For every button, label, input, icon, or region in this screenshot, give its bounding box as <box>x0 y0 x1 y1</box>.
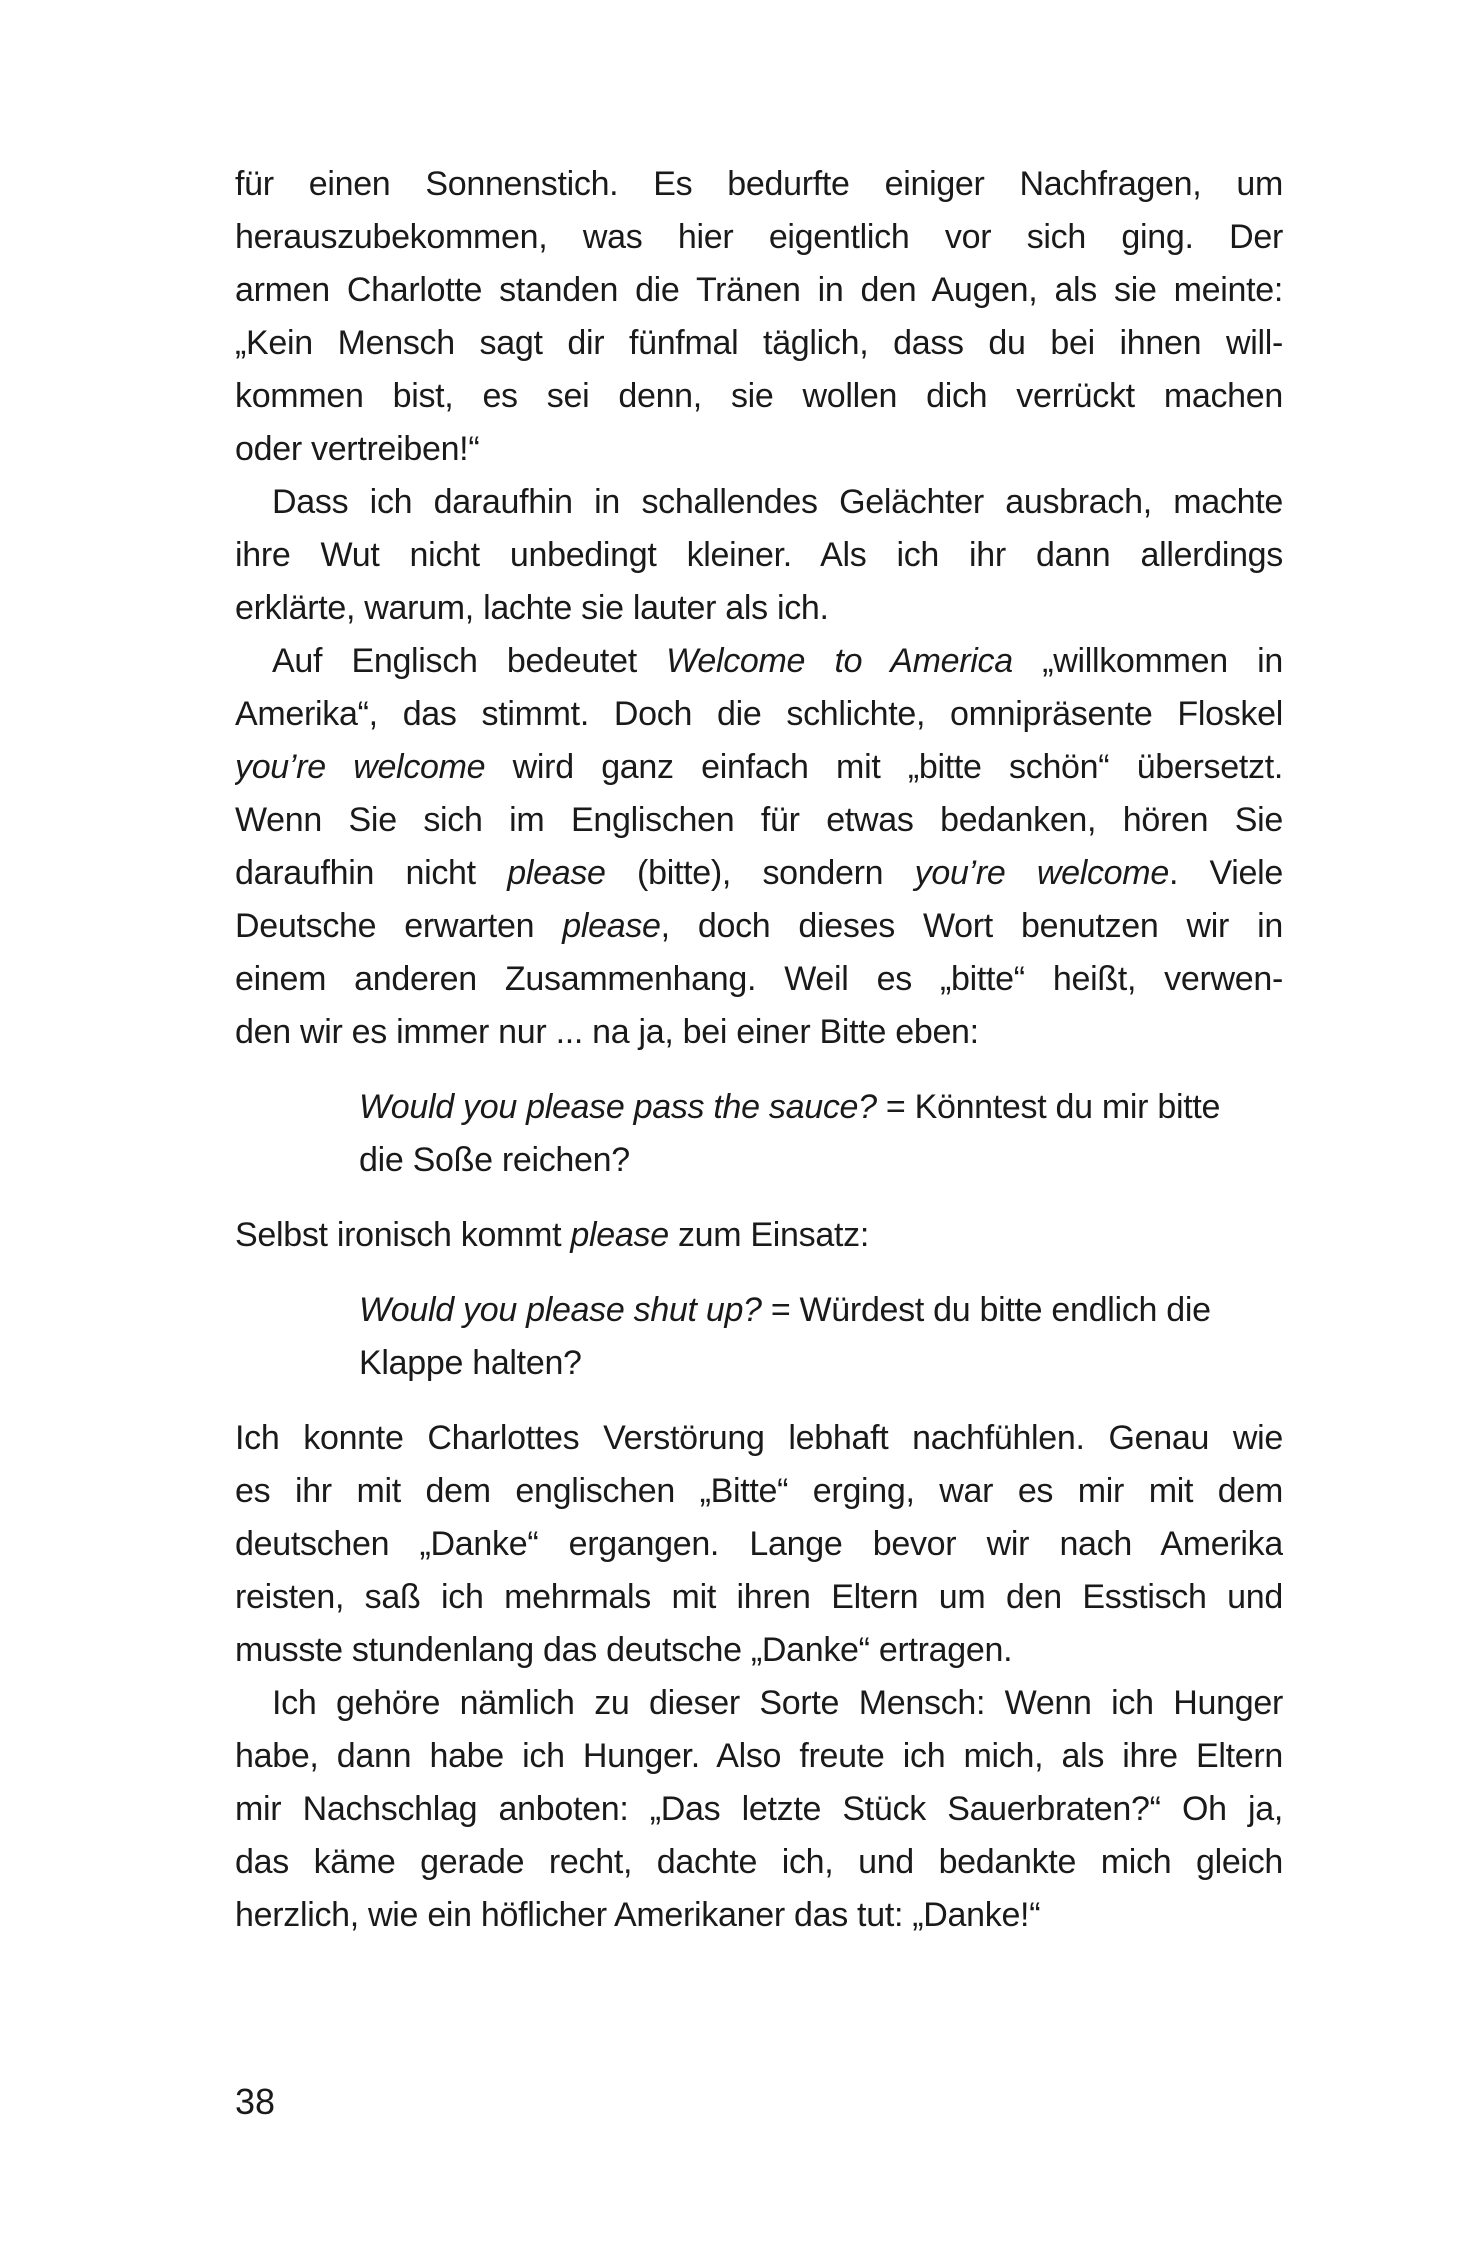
italic-text: please <box>507 854 606 892</box>
paragraph <box>235 1412 1283 1677</box>
text-line <box>235 1465 1283 1518</box>
text-segment: wird ganz einfach mit „bitte schön“ übersetzt. <box>485 748 1283 786</box>
text-line <box>235 582 1283 635</box>
text-line <box>235 1783 1283 1836</box>
italic-text: Would you please pass the sauce? <box>359 1088 877 1126</box>
text-line <box>359 1134 1283 1187</box>
text-line <box>235 1571 1283 1624</box>
text-line <box>235 529 1283 582</box>
text-segment: Deutsche erwarten <box>235 907 563 945</box>
text-segment: „willkommen in <box>1012 642 1283 680</box>
text-segment: herauszubekommen, was hier eigentlich vor sich ging. Der <box>235 218 1283 256</box>
text-line <box>235 741 1283 794</box>
italic-text: Welcome to America <box>666 642 1013 680</box>
text-line <box>235 953 1283 1006</box>
text-line <box>235 1412 1283 1465</box>
text-line <box>235 1518 1283 1571</box>
paragraph <box>235 1209 1283 1262</box>
text-segment: Amerika“, das stimmt. Doch die schlichte, omnipräsente Floskel <box>235 695 1283 733</box>
quote-block <box>235 1081 1283 1187</box>
text-segment: erklärte, warum, lachte sie lauter als ich. <box>235 589 829 627</box>
text-segment: Dass ich daraufhin in schallendes Gelächter ausbrach, machte <box>272 483 1283 521</box>
text-line <box>359 1337 1283 1390</box>
text-segment: Ich konnte Charlottes Verstörung lebhaft nachfühlen. Genau wie <box>235 1419 1283 1457</box>
text-line <box>235 1889 1283 1942</box>
text-line <box>235 1624 1283 1677</box>
text-line <box>235 847 1283 900</box>
italic-text: Would you please shut up? <box>359 1291 762 1329</box>
text-segment: reisten, saß ich mehrmals mit ihren Eltern um den Esstisch und <box>235 1578 1283 1616</box>
text-segment: Auf Englisch bedeutet <box>272 642 667 680</box>
text-line <box>235 688 1283 741</box>
text-segment: armen Charlotte standen die Tränen in den Augen, als sie meinte: <box>235 271 1283 309</box>
text-segment: (bitte), sondern <box>605 854 915 892</box>
text-segment: ihre Wut nicht unbedingt kleiner. Als ich ihr dann allerdings <box>235 536 1283 574</box>
text-line <box>235 317 1283 370</box>
page-number: 38 <box>235 2081 276 2122</box>
text-line <box>235 1677 1283 1730</box>
italic-text: please <box>562 907 661 945</box>
italic-text: you’re welcome <box>914 854 1169 892</box>
text-segment: mir Nachschlag anboten: „Das letzte Stück Sauerbraten?“ Oh ja, <box>235 1790 1283 1828</box>
text-segment: das käme gerade recht, dachte ich, und bedankte mich gleich <box>235 1843 1283 1881</box>
text-line <box>235 264 1283 317</box>
text-segment: Selbst ironisch kommt <box>235 1216 571 1254</box>
text-line <box>235 1209 1283 1262</box>
text-line <box>235 158 1283 211</box>
text-segment: oder vertreiben!“ <box>235 430 480 468</box>
text-segment: kommen bist, es sei denn, sie wollen dich verrückt machen <box>235 377 1283 415</box>
text-line <box>235 211 1283 264</box>
text-block <box>235 158 1283 1942</box>
italic-text: you’re welcome <box>235 748 486 786</box>
text-segment: = Könntest du mir bitte <box>876 1088 1221 1126</box>
quote-block <box>235 1284 1283 1390</box>
text-segment: . Viele <box>1168 854 1283 892</box>
text-segment: zum Einsatz: <box>668 1216 869 1254</box>
text-segment: , doch dieses Wort benutzen wir in <box>660 907 1283 945</box>
paragraph <box>235 635 1283 1059</box>
text-segment: deutschen „Danke“ ergangen. Lange bevor wir nach Amerika <box>235 1525 1283 1563</box>
text-segment: einem anderen Zusammenhang. Weil es „bitte“ heißt, verwen- <box>235 960 1283 998</box>
text-line <box>359 1284 1283 1337</box>
text-line <box>359 1081 1283 1134</box>
text-segment: Wenn Sie sich im Englischen für etwas bedanken, hören Sie <box>235 801 1283 839</box>
text-segment: Klappe halten? <box>359 1344 582 1382</box>
text-segment: herzlich, wie ein höflicher Amerikaner das tut: „Danke!“ <box>235 1896 1041 1934</box>
text-line <box>235 1836 1283 1889</box>
paragraph <box>235 1677 1283 1942</box>
text-segment: die Soße reichen? <box>359 1141 630 1179</box>
text-segment: den wir es immer nur ... na ja, bei einer Bitte eben: <box>235 1013 979 1051</box>
paragraph <box>235 158 1283 476</box>
text-segment: Ich gehöre nämlich zu dieser Sorte Mensch: Wenn ich Hunger <box>272 1684 1283 1722</box>
text-line <box>235 370 1283 423</box>
text-segment: = Würdest du bitte endlich die <box>761 1291 1211 1329</box>
text-segment: daraufhin nicht <box>235 854 508 892</box>
italic-text: please <box>570 1216 669 1254</box>
text-line <box>235 794 1283 847</box>
paragraph <box>235 476 1283 635</box>
text-segment: es ihr mit dem englischen „Bitte“ erging, war es mir mit dem <box>235 1472 1283 1510</box>
text-segment: habe, dann habe ich Hunger. Also freute ich mich, als ihre Eltern <box>235 1737 1283 1775</box>
text-segment: musste stundenlang das deutsche „Danke“ ertragen. <box>235 1631 1013 1669</box>
text-line <box>235 476 1283 529</box>
text-line <box>235 423 1283 476</box>
text-line <box>235 1006 1283 1059</box>
text-line <box>235 1730 1283 1783</box>
text-segment: „Kein Mensch sagt dir fünfmal täglich, dass du bei ihnen will- <box>235 324 1283 362</box>
text-line <box>235 900 1283 953</box>
text-line <box>235 635 1283 688</box>
text-segment: für einen Sonnenstich. Es bedurfte einiger Nachfragen, um <box>235 165 1283 203</box>
